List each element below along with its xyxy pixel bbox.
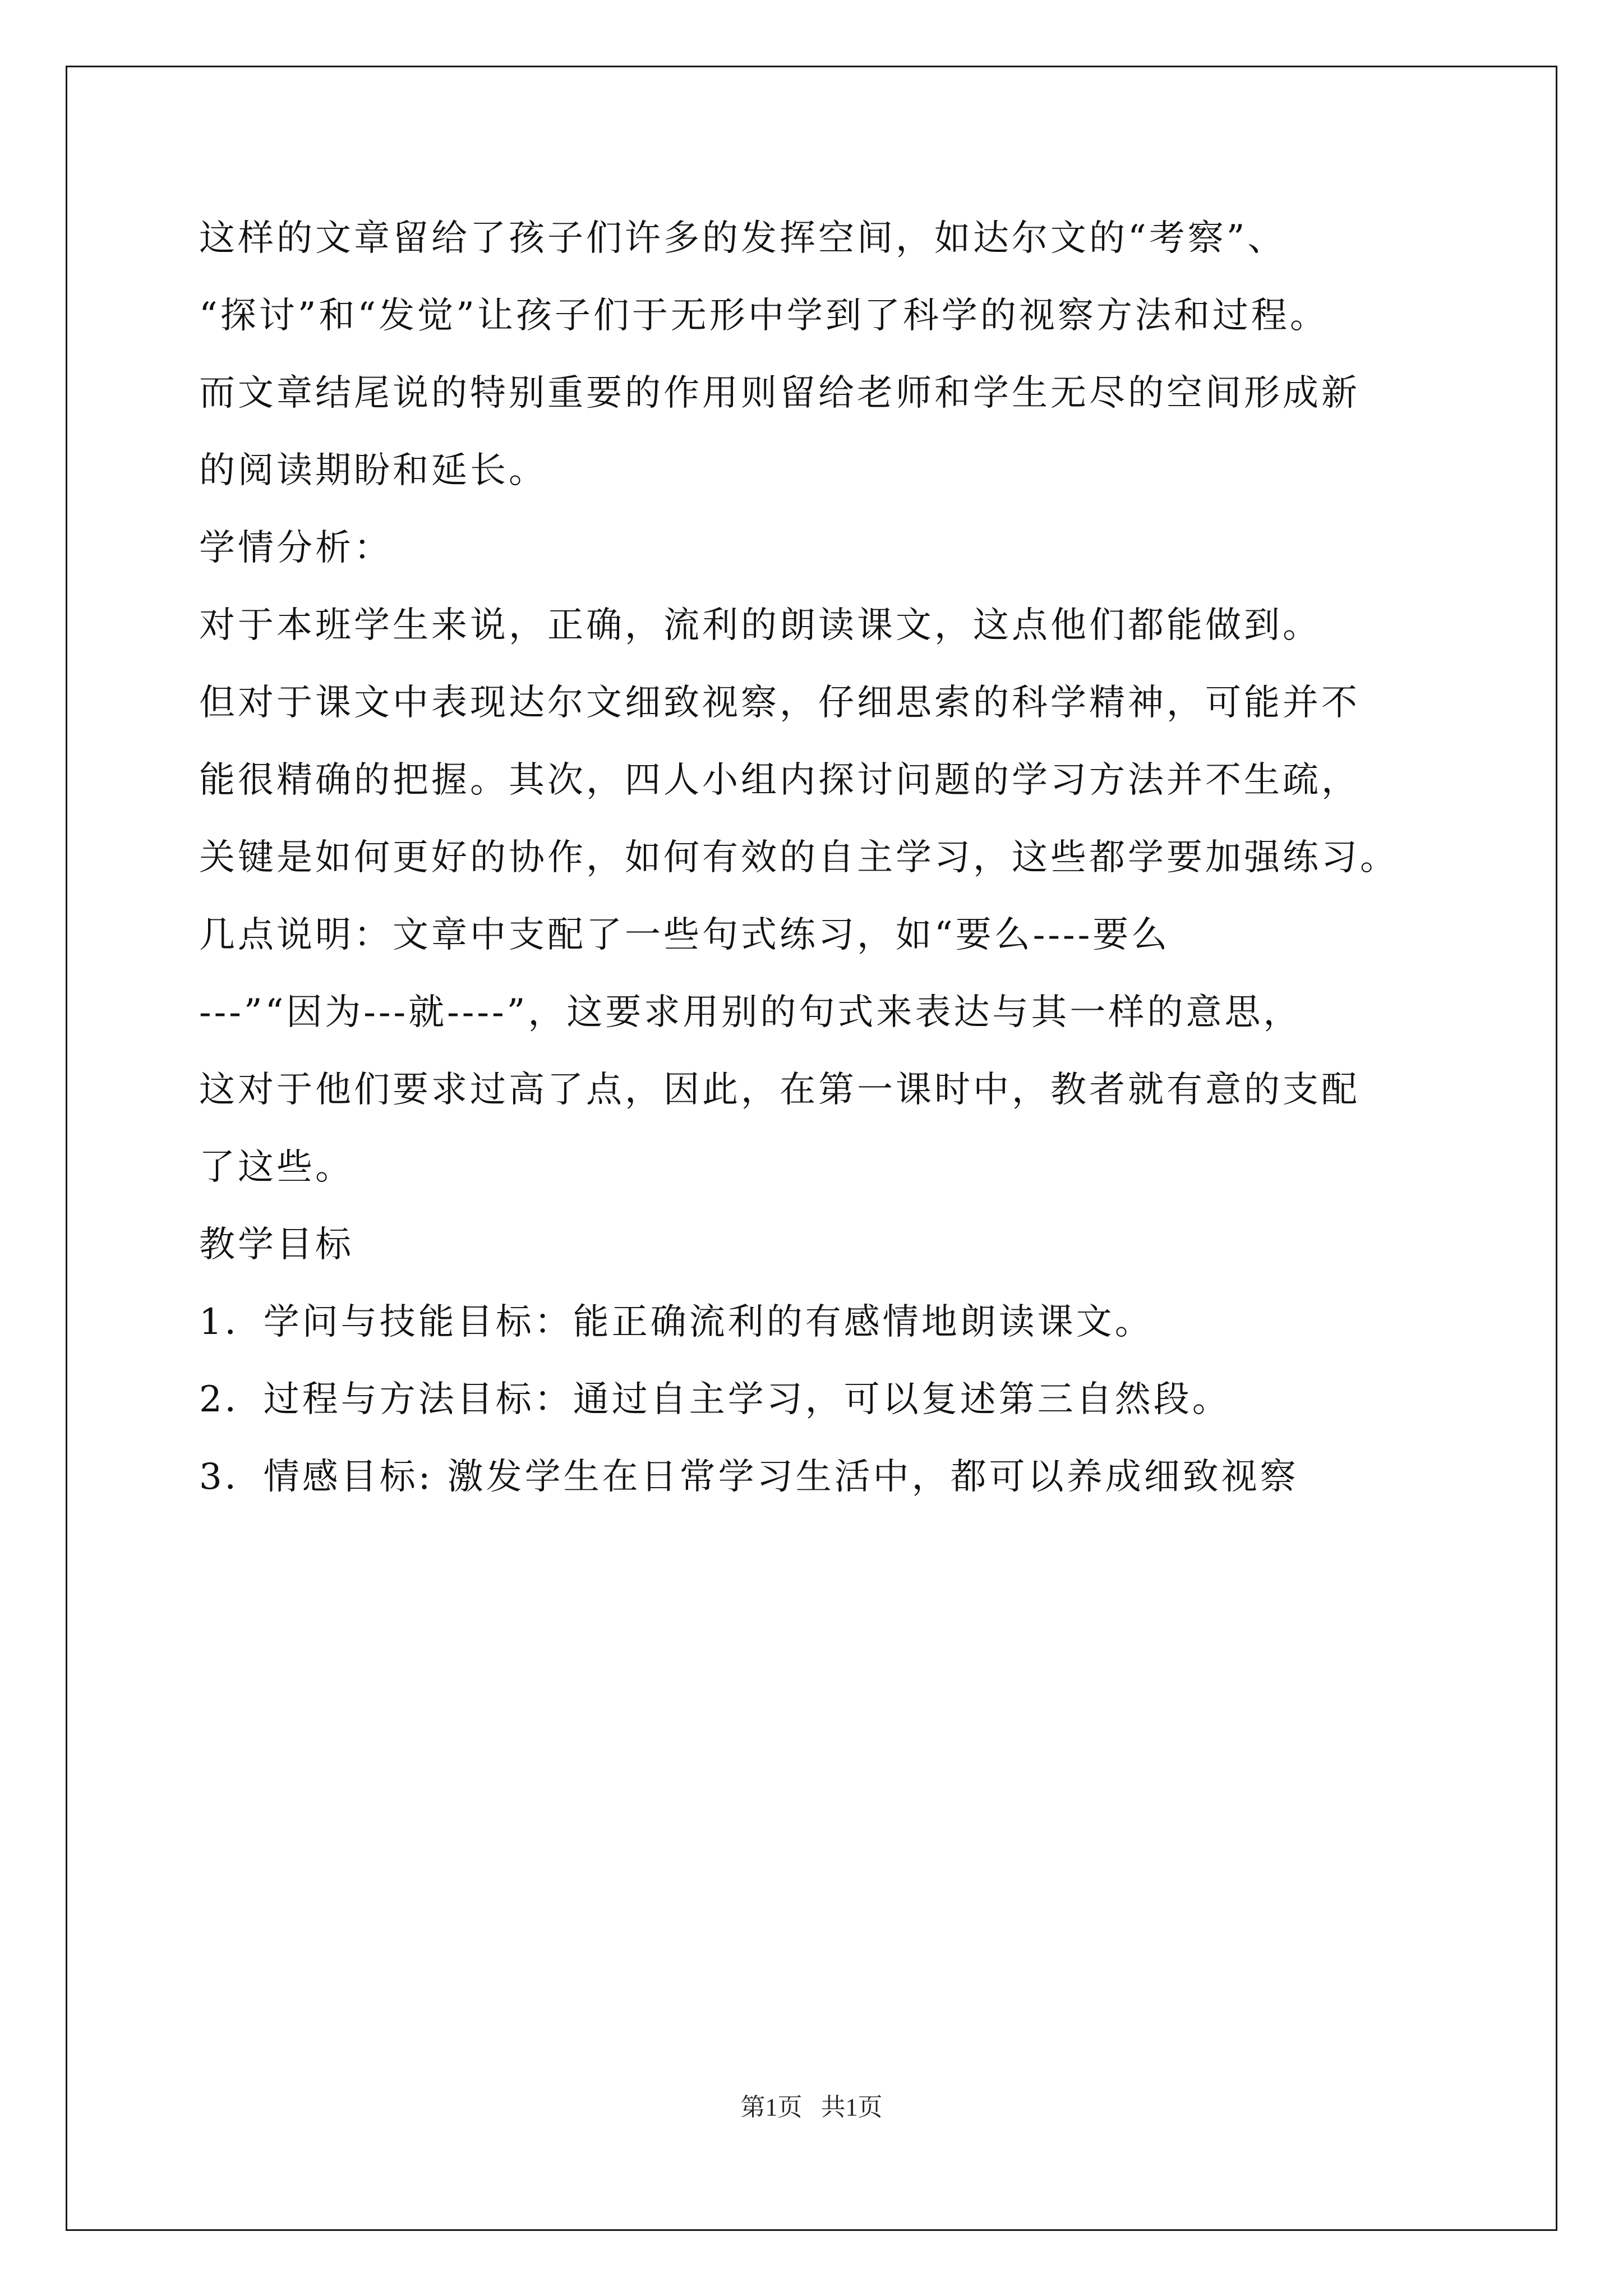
text-line: 这样的文章留给了孩子们许多的发挥空间，如达尔文的“考察”、 — [199, 218, 1287, 259]
text-line: “探讨”和“发觉”让孩子们于无形中学到了科学的视察方法和过程。 — [199, 295, 1329, 337]
text-line: 的阅读期盼和延长。 — [199, 450, 547, 491]
text-line: 关键是如何更好的协作，如何有效的自主学习，这些都学要加强练习。 — [199, 837, 1399, 878]
section-heading: 学情分析： — [199, 527, 393, 569]
page-footer: 第1页 共1页 — [740, 2093, 883, 2121]
list-item: 3．情感目标: 激发学生在日常学习生活中，都可以养成细致视察 — [199, 1456, 1299, 1498]
text-line: 几点说明：文章中支配了一些句式练习，如“要么----要么 — [199, 914, 1170, 956]
text-line: 能很精确的把握。其次，四人小组内探讨问题的学习方法并不生疏， — [199, 760, 1360, 801]
list-item: 2．过程与方法目标：通过自主学习，可以复述第三自然段。 — [199, 1379, 1231, 1420]
section-heading: 教学目标 — [199, 1224, 354, 1266]
text-line: 了这些。 — [199, 1147, 354, 1188]
text-line: ---”“因为---就----”，这要求用别的句式来表达与其一样的意思， — [199, 992, 1302, 1033]
text-line: 这对于他们要求过高了点，因此，在第一课时中，教者就有意的支配 — [199, 1069, 1360, 1111]
text-line: 但对于课文中表现达尔文细致视察，仔细思索的科学精神，可能并不 — [199, 682, 1360, 724]
text-line: 而文章结尾说的特别重要的作用则留给老师和学生无尽的空间形成新 — [199, 372, 1360, 414]
text-line: 对于本班学生来说，正确，流利的朗读课文，这点他们都能做到。 — [199, 605, 1321, 646]
list-item: 1．学问与技能目标：能正确流利的有感情地朗读课文。 — [199, 1301, 1154, 1343]
